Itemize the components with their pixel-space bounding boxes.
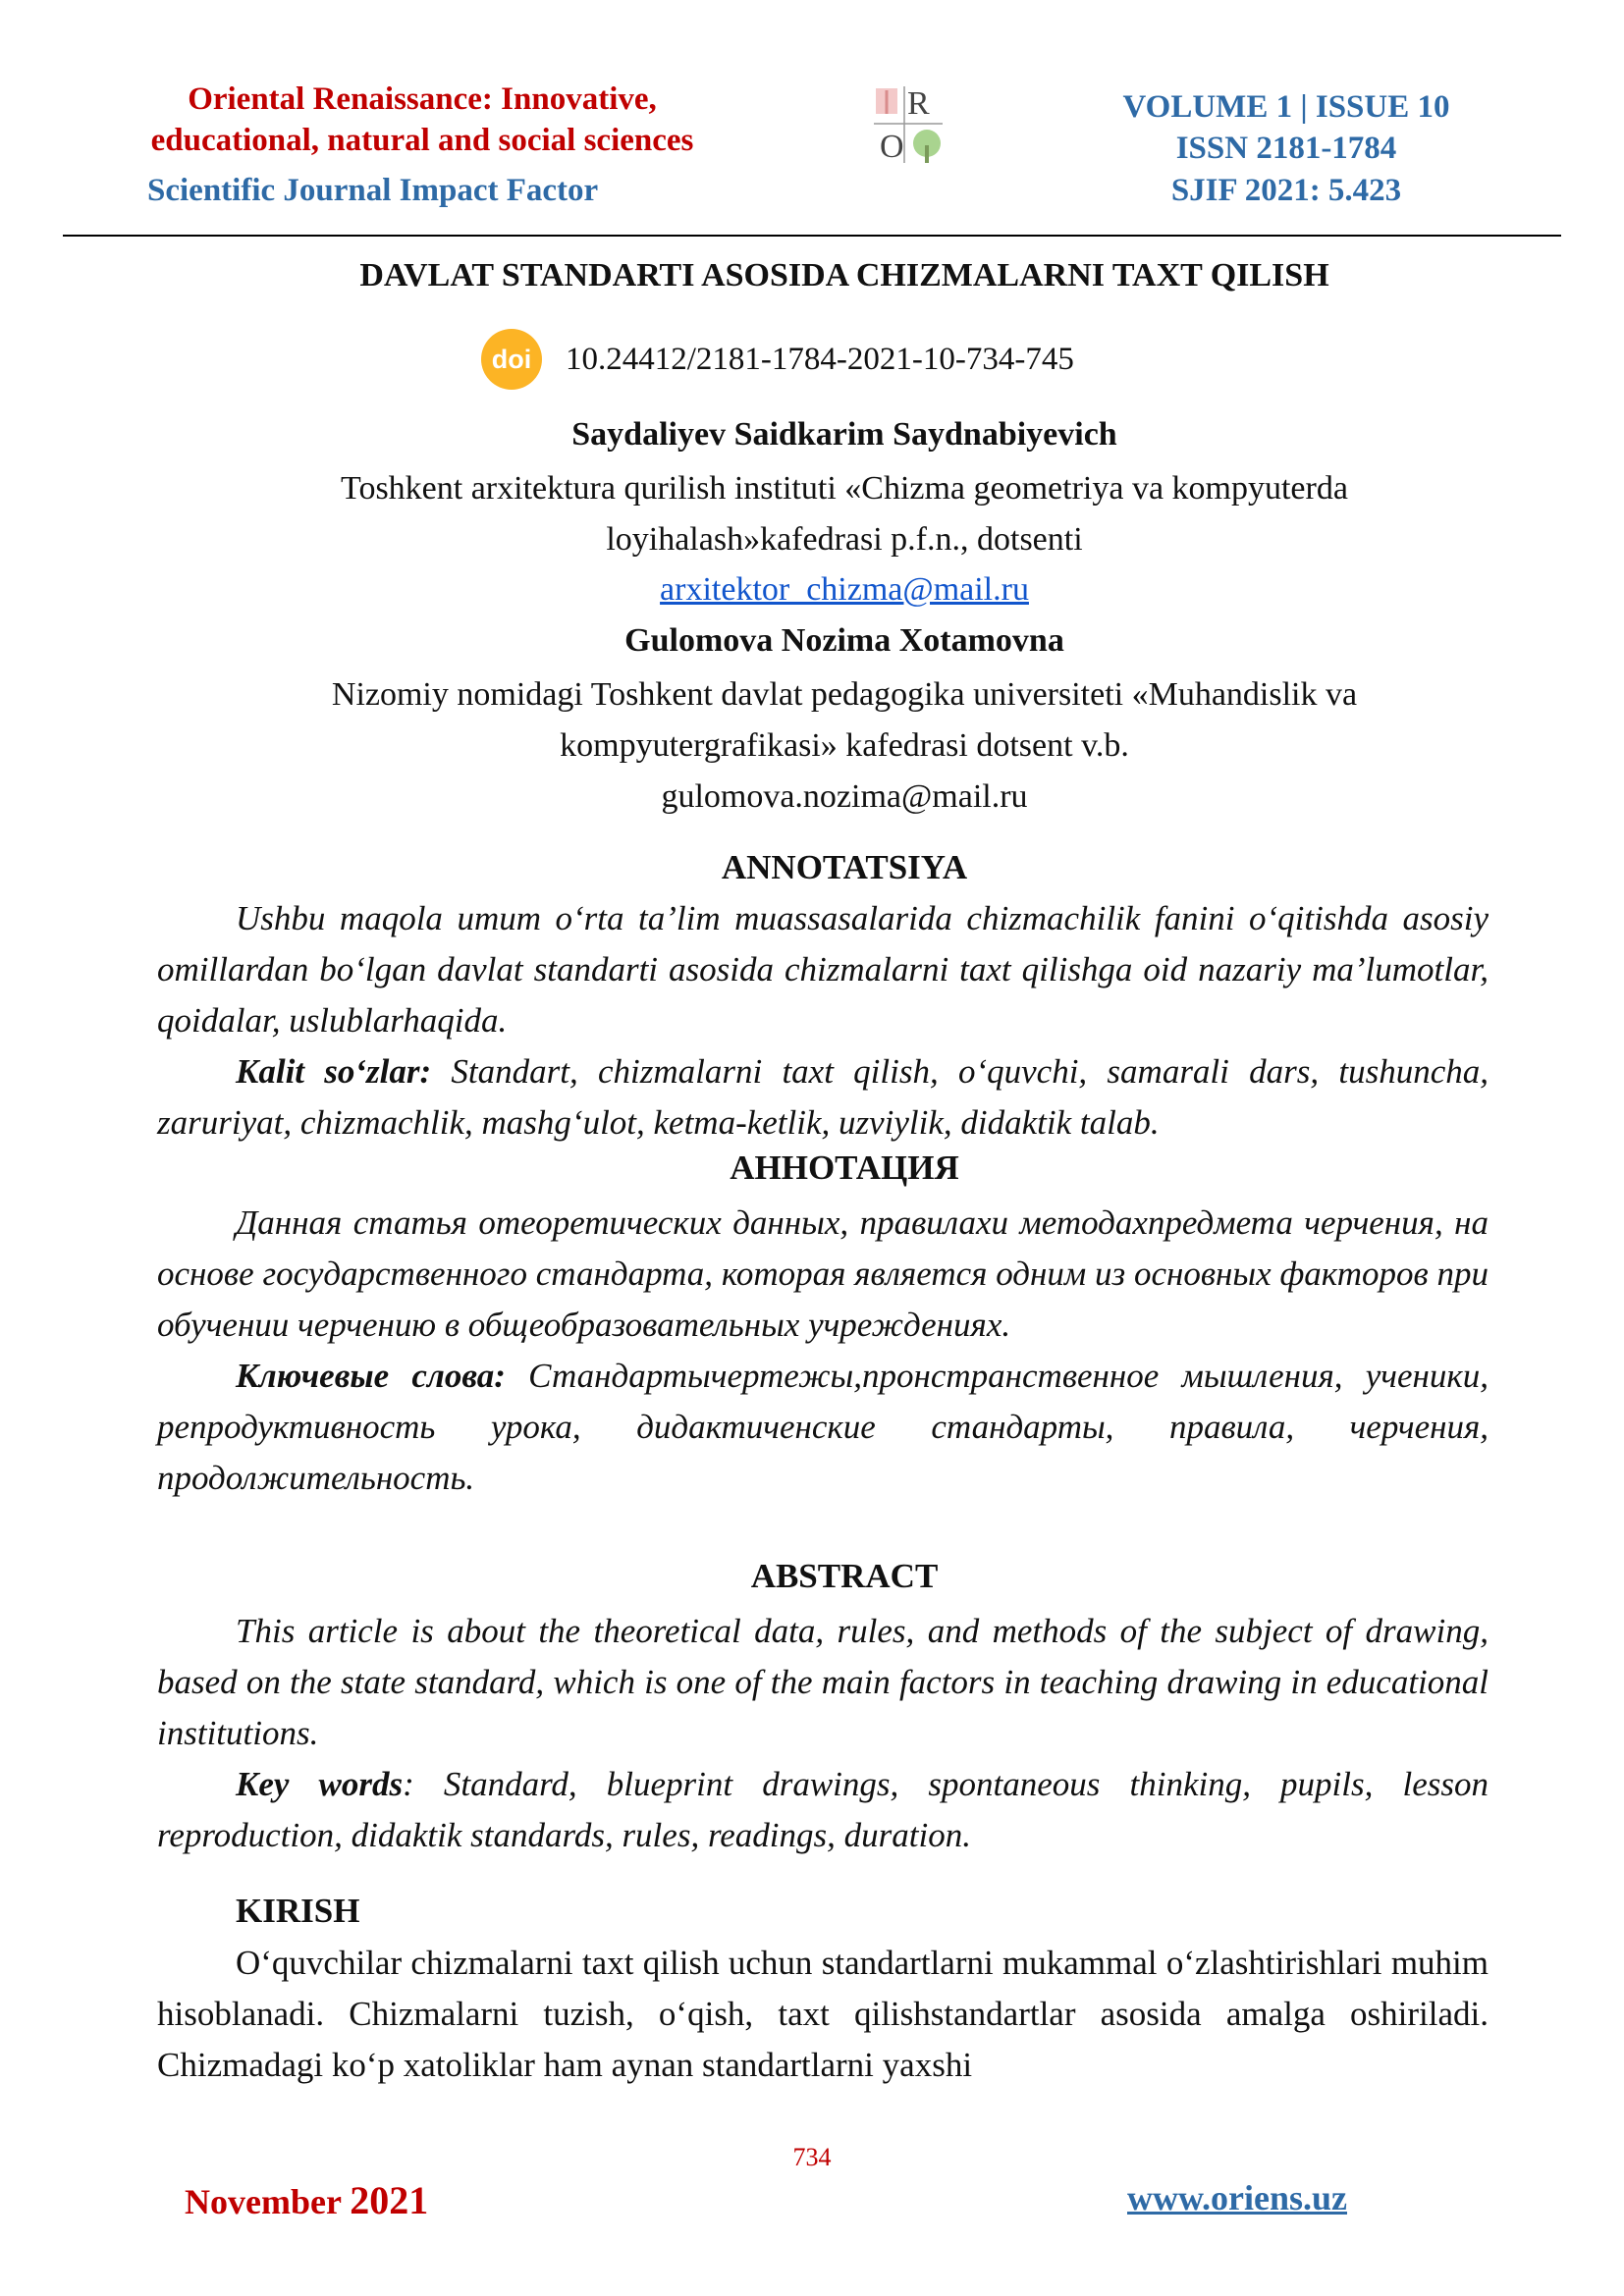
annotatsiya-ru-section <box>157 1198 1489 1504</box>
journal-name-line1: Oriental Renaissance: Innovative, <box>188 81 657 117</box>
doi-icon: doi <box>481 329 542 390</box>
annotatsiya-ru-heading: АННОТАЦИЯ <box>730 1148 959 1187</box>
sjif-value: SJIF 2021: 5.423 <box>1170 173 1402 208</box>
author-1-affiliation-line1: Toshkent arxitektura qurilish instituti «Chizma geometriya va kompyuterda <box>341 470 1348 507</box>
author-2-name: Gulomova Nozima Xotamovna <box>624 622 1064 659</box>
annotatsiya-text: Ushbu maqola umum o‘rta ta’lim muassasalarida chizmachilik fanini o‘qitishda asosiy omillardan bo‘lgan davlat standarti asosida chizmalarni taxt qilishga oid nazariy ma’lumotlar, qoidalar, uslublarhaqida. <box>157 899 1489 1040</box>
impact-factor-label: Scientific Journal Impact Factor <box>147 173 599 208</box>
volume-info <box>1080 86 1492 169</box>
header-divider <box>63 235 1561 237</box>
article-title: DAVLAT STANDARTI ASOSIDA CHIZMALARNI TAXT QILISH <box>359 257 1329 294</box>
journal-logo <box>872 80 970 169</box>
annotatsiya-section <box>157 893 1489 1148</box>
issn: ISSN 2181-1784 <box>1175 131 1397 166</box>
logo-letter-o: O <box>880 129 904 165</box>
journal-name-line2: educational, natural and social sciences <box>150 123 694 158</box>
author-1-email[interactable]: arxitektor_chizma@mail.ru <box>660 571 1029 608</box>
doi-row <box>481 329 1074 390</box>
annotatsiya-ru-keywords <box>157 1351 1489 1504</box>
annotatsiya-ru-text: Данная статья отеоретических данных, правилахи методахпредмета черчения, на основе государственного стандарта, которая является одним из основных факторов при обучении черчению в общеобразовательных учреждениях. <box>157 1203 1489 1344</box>
footer-month: November <box>185 2182 351 2221</box>
footer-website-link[interactable]: www.oriens.uz <box>1127 2178 1347 2217</box>
page-number: 734 <box>792 2143 832 2171</box>
keywords-label-uz: Kalit so‘zlar: <box>236 1052 432 1091</box>
abstract-keywords <box>157 1759 1489 1861</box>
author-1-affiliation-line2: loyihalash»kafedrasi p.f.n., dotsenti <box>606 521 1083 558</box>
abstract-section <box>157 1606 1489 1861</box>
footer-date <box>185 2177 428 2223</box>
keywords-text-en: : Standard, blueprint drawings, spontaneous thinking, pupils, lesson reproduction, didaktik standards, rules, readings, duration. <box>157 1765 1489 1854</box>
logo-letter-r: R <box>907 85 930 122</box>
doi-link[interactable]: 10.24412/2181-1784-2021-10-734-745 <box>566 341 1074 377</box>
author-1-name: Saydaliyev Saidkarim Saydnabiyevich <box>571 416 1117 453</box>
author-2-affiliation-line1: Nizomiy nomidagi Toshkent davlat pedagogika universiteti «Muhandislik va <box>331 676 1358 713</box>
volume-issue: VOLUME 1 | ISSUE 10 <box>1122 89 1450 125</box>
annotatsiya-heading: ANNOTATSIYA <box>721 848 968 886</box>
author-2-affiliation-line2: kompyutergrafikasi» kafedrasi dotsent v.b. <box>560 727 1129 764</box>
abstract-text: This article is about the theoretical data, rules, and methods of the subject of drawing, based on the state standard, which is one of the main factors in teaching drawing in educational institutions. <box>157 1612 1489 1752</box>
kirish-heading: KIRISH <box>236 1892 360 1930</box>
journal-name <box>98 79 746 161</box>
kirish-section <box>157 1938 1489 2091</box>
author-2-email: gulomova.nozima@mail.ru <box>661 778 1028 815</box>
keywords-text-ru: Стандартычертежы,пронстранственное мышления, ученики, репродуктивность урока, дидактиченские стандарты, правила, черчения, продолжительность. <box>157 1357 1489 1497</box>
footer-year: 2021 <box>350 2178 429 2222</box>
kirish-text: O‘quvchilar chizmalarni taxt qilish uchun standartlarni mukammal o‘zlashtirishlari muhim hisoblanadi. Chizmalarni tuzish, o‘qish, taxt qilishstandartlar asosida amalga oshiriladi. Chizmadagi ko‘p xatoliklar ham aynan standartlarni yaxshi <box>157 1944 1489 2084</box>
annotatsiya-keywords <box>157 1046 1489 1148</box>
keywords-text-uz: Standart, chizmalarni taxt qilish, o‘quvchi, samarali dars, tushuncha, zaruriyat, chizmachlik, mashg‘ulot, ketma-ketlik, uzviylik, didaktik talab. <box>157 1052 1489 1142</box>
keywords-label-ru: Ключевые слова: <box>236 1357 506 1395</box>
keywords-label-en: Key words <box>236 1765 404 1803</box>
abstract-heading: ABSTRACT <box>750 1557 939 1595</box>
